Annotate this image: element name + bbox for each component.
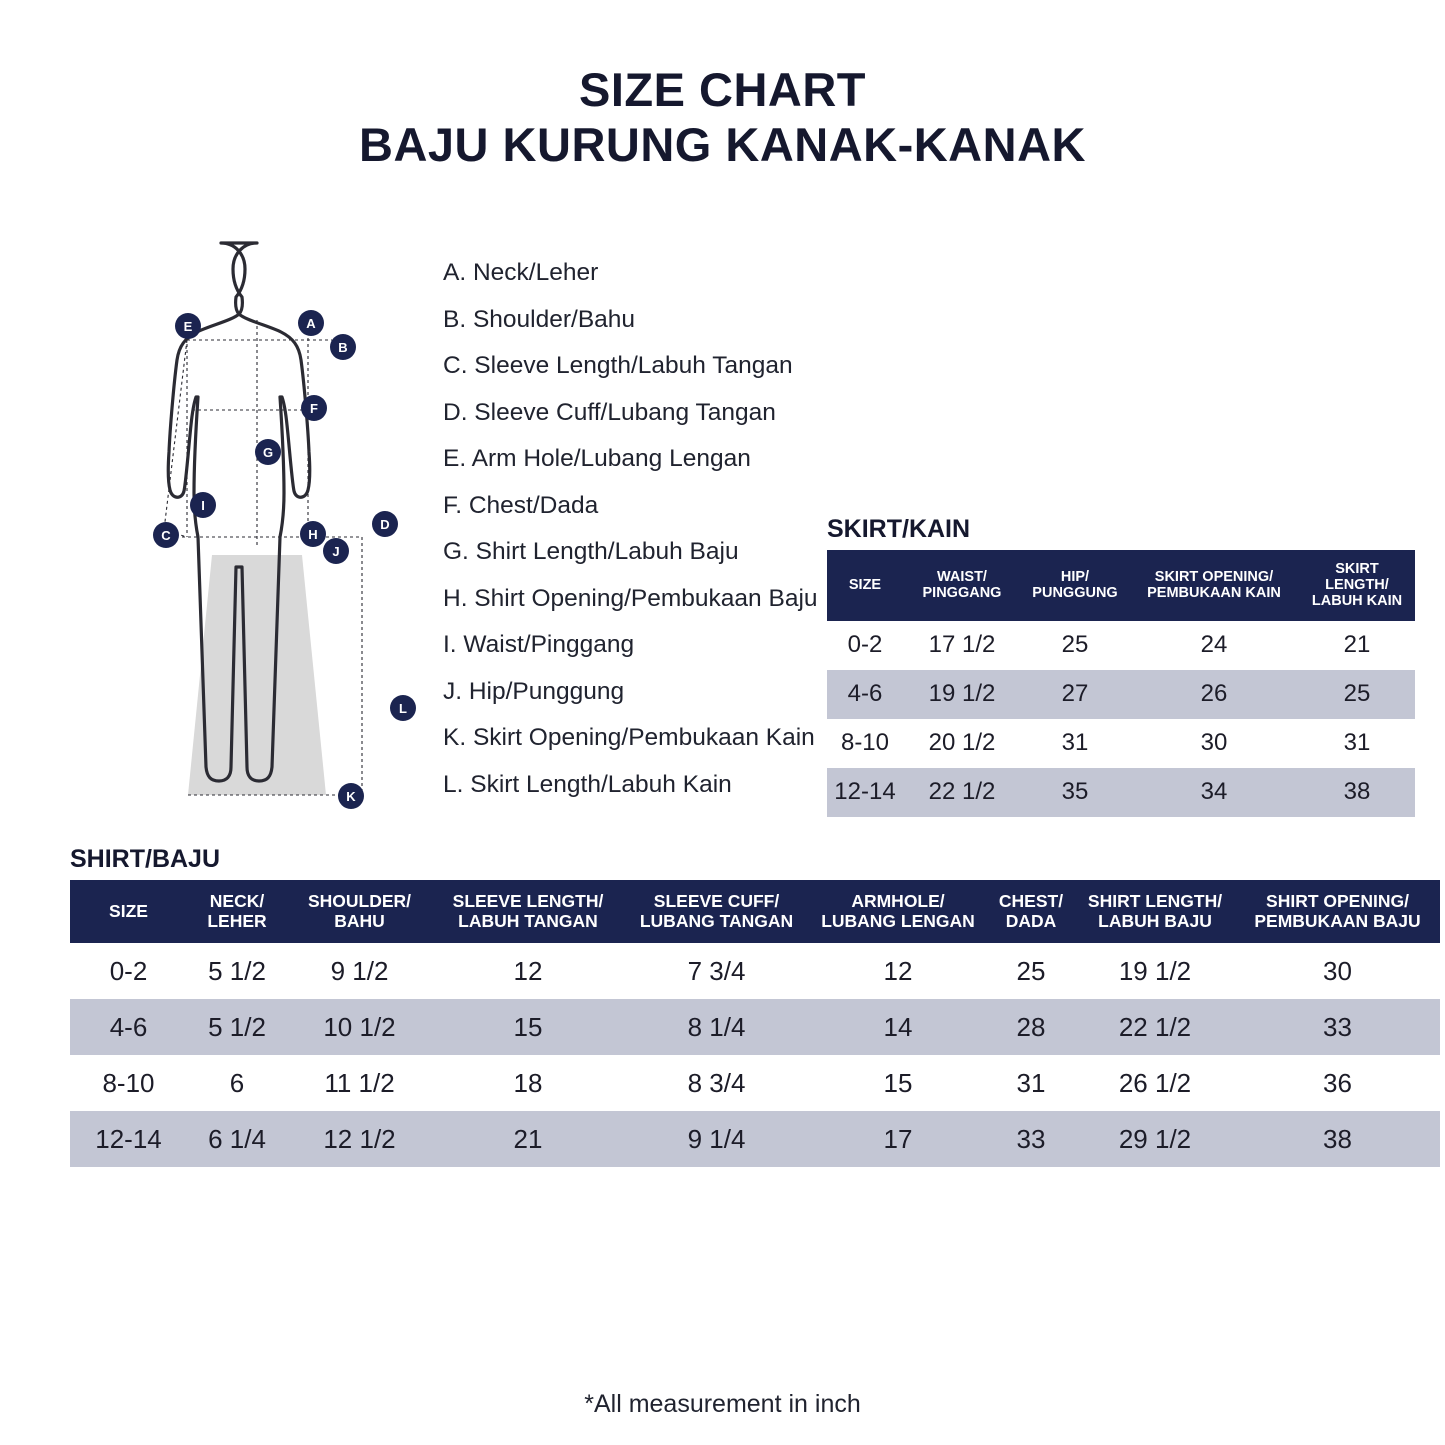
cell-sleeve-length: 21 <box>432 1111 624 1167</box>
marker-k: K <box>338 783 364 809</box>
table-row <box>827 670 1415 719</box>
cell-skirt-opening: 34 <box>1129 768 1299 817</box>
column-header-sleeve-cuff: SLEEVE CUFF/ LUBANG TANGAN <box>624 880 809 943</box>
cell-shirt-length: 26 1/2 <box>1118 1067 1192 1098</box>
legend-item: I. Waist/Pinggang <box>443 631 635 658</box>
table-header-row <box>827 550 1415 621</box>
cell-waist: 22 1/2 <box>903 768 1021 817</box>
marker-a: A <box>298 310 324 336</box>
cell-size: 4-6 <box>827 670 903 719</box>
cell-shoulder: 12 1/2 <box>287 1111 432 1167</box>
cell-skirt-opening: 26 <box>1129 670 1299 719</box>
cell-size: 0-2 <box>847 631 883 659</box>
marker-c: C <box>153 522 179 548</box>
shirt-table-caption: SHIRT/BAJU <box>70 845 221 873</box>
cell-neck: 6 1/4 <box>187 1111 287 1167</box>
legend-item: L. Skirt Length/Labuh Kain <box>443 770 732 798</box>
column-header-chest: CHEST/ DADA <box>987 880 1075 943</box>
cell-sleeve-cuff: 8 3/4 <box>687 1067 746 1098</box>
cell-shoulder: 11 1/2 <box>324 1067 395 1098</box>
title-secondary: BAJU KURUNG KANAK-KANAK <box>359 118 1086 172</box>
marker-h: H <box>300 521 326 547</box>
marker-g: G <box>255 439 281 465</box>
legend-item: B. Shoulder/Bahu <box>443 305 636 333</box>
cell-shirt-opening: 33 <box>1235 999 1440 1055</box>
cell-size: 8-10 <box>102 1067 155 1098</box>
shirt-table-section <box>70 845 1421 1167</box>
column-header-sleeve-length: SLEEVE LENGTH/ LABUH TANGAN <box>432 880 624 943</box>
legend-item: C. Sleeve Length/Labuh Tangan <box>443 352 793 379</box>
cell-neck: 5 1/2 <box>187 999 287 1055</box>
cell-neck: 6 <box>229 1067 245 1098</box>
marker-d: D <box>372 511 398 537</box>
skirt-table-section <box>827 515 1415 817</box>
column-header-skirt-length: SKIRT LENGTH/ LABUH KAIN <box>1299 550 1415 621</box>
table-row <box>827 768 1415 817</box>
skirt-table-caption: SKIRT/KAIN <box>827 515 971 543</box>
cell-armhole: 14 <box>809 999 987 1055</box>
cell-skirt-length: 31 <box>1343 729 1371 757</box>
legend-item: F. Chest/Dada <box>443 491 599 519</box>
cell-size: 8-10 <box>840 729 890 757</box>
cell-sleeve-length: 18 <box>513 1067 543 1098</box>
cell-shirt-opening: 36 <box>1323 1067 1352 1098</box>
cell-sleeve-cuff: 8 1/4 <box>624 999 809 1055</box>
column-header-shirt-opening: SHIRT OPENING/ PEMBUKAAN BAJU <box>1235 880 1440 943</box>
cell-sleeve-length: 15 <box>432 999 624 1055</box>
cell-chest: 33 <box>987 1111 1075 1167</box>
cell-sleeve-cuff: 7 3/4 <box>687 955 746 986</box>
column-header-hip: HIP/ PUNGGUNG <box>1021 550 1129 621</box>
cell-shirt-length: 22 1/2 <box>1075 999 1235 1055</box>
marker-i: I <box>190 492 216 518</box>
cell-skirt-length: 25 <box>1299 670 1415 719</box>
cell-hip: 27 <box>1021 670 1129 719</box>
cell-shirt-opening: 38 <box>1235 1111 1440 1167</box>
title-primary: SIZE CHART <box>579 63 866 116</box>
table-header-row <box>70 880 1440 943</box>
cell-armhole: 17 <box>809 1111 987 1167</box>
cell-armhole: 12 <box>883 955 913 986</box>
marker-f: F <box>301 395 327 421</box>
cell-skirt-opening: 24 <box>1200 631 1228 659</box>
column-header-size: SIZE <box>70 880 187 943</box>
table-row <box>70 943 1440 999</box>
legend-item: J. Hip/Punggung <box>443 677 625 705</box>
legend-item: D. Sleeve Cuff/Lubang Tangan <box>443 398 776 426</box>
cell-hip: 35 <box>1021 768 1129 817</box>
cell-waist: 17 1/2 <box>928 631 996 659</box>
marker-e: E <box>175 313 201 339</box>
legend-item: K. Skirt Opening/Pembukaan Kain <box>443 724 815 751</box>
legend-item: G. Shirt Length/Labuh Baju <box>443 538 739 565</box>
cell-size: 12-14 <box>70 1111 187 1167</box>
cell-shoulder: 9 1/2 <box>330 955 389 986</box>
cell-neck: 5 1/2 <box>208 955 266 986</box>
cell-hip: 25 <box>1061 631 1089 659</box>
cell-armhole: 15 <box>883 1067 913 1098</box>
cell-sleeve-cuff: 9 1/4 <box>624 1111 809 1167</box>
column-header-shirt-length: SHIRT LENGTH/ LABUH BAJU <box>1075 880 1235 943</box>
column-header-size: SIZE <box>827 550 903 621</box>
cell-size: 4-6 <box>70 999 187 1055</box>
legend-item: A. Neck/Leher <box>443 259 599 286</box>
column-header-armhole: ARMHOLE/ LUBANG LENGAN <box>809 880 987 943</box>
marker-j: J <box>323 538 349 564</box>
page-title <box>0 62 1445 173</box>
table-row <box>827 621 1415 670</box>
cell-chest: 28 <box>987 999 1075 1055</box>
table-row <box>70 1055 1440 1111</box>
shirt-size-table <box>70 880 1440 1167</box>
legend-item: E. Arm Hole/Lubang Lengan <box>443 445 751 472</box>
legend-item: H. Shirt Opening/Pembukaan Baju <box>443 584 818 612</box>
cell-hip: 31 <box>1061 729 1089 757</box>
cell-shirt-opening: 30 <box>1323 955 1352 986</box>
cell-shirt-length: 19 1/2 <box>1118 955 1192 986</box>
footnote: *All measurement in inch <box>584 1390 861 1418</box>
skirt-size-table <box>827 550 1415 817</box>
cell-size: 12-14 <box>827 768 903 817</box>
column-header-skirt-opening: SKIRT OPENING/ PEMBUKAAN KAIN <box>1129 550 1299 621</box>
marker-l: L <box>390 695 416 721</box>
table-row <box>827 719 1415 768</box>
cell-shoulder: 10 1/2 <box>287 999 432 1055</box>
cell-chest: 31 <box>1016 1067 1046 1098</box>
marker-b: B <box>330 334 356 360</box>
column-header-waist: WAIST/ PINGGANG <box>903 550 1021 621</box>
cell-skirt-length: 38 <box>1299 768 1415 817</box>
cell-skirt-opening: 30 <box>1200 729 1228 757</box>
table-row <box>70 999 1440 1055</box>
table-row <box>70 1111 1440 1167</box>
cell-waist: 19 1/2 <box>903 670 1021 719</box>
cell-chest: 25 <box>1016 955 1046 986</box>
column-header-shoulder: SHOULDER/ BAHU <box>287 880 432 943</box>
cell-size: 0-2 <box>109 955 148 986</box>
body-measurement-diagram <box>130 225 430 850</box>
cell-shirt-length: 29 1/2 <box>1075 1111 1235 1167</box>
cell-skirt-length: 21 <box>1343 631 1371 659</box>
column-header-neck: NECK/ LEHER <box>187 880 287 943</box>
cell-sleeve-length: 12 <box>513 955 543 986</box>
cell-waist: 20 1/2 <box>928 729 996 757</box>
legend-list <box>443 250 863 808</box>
